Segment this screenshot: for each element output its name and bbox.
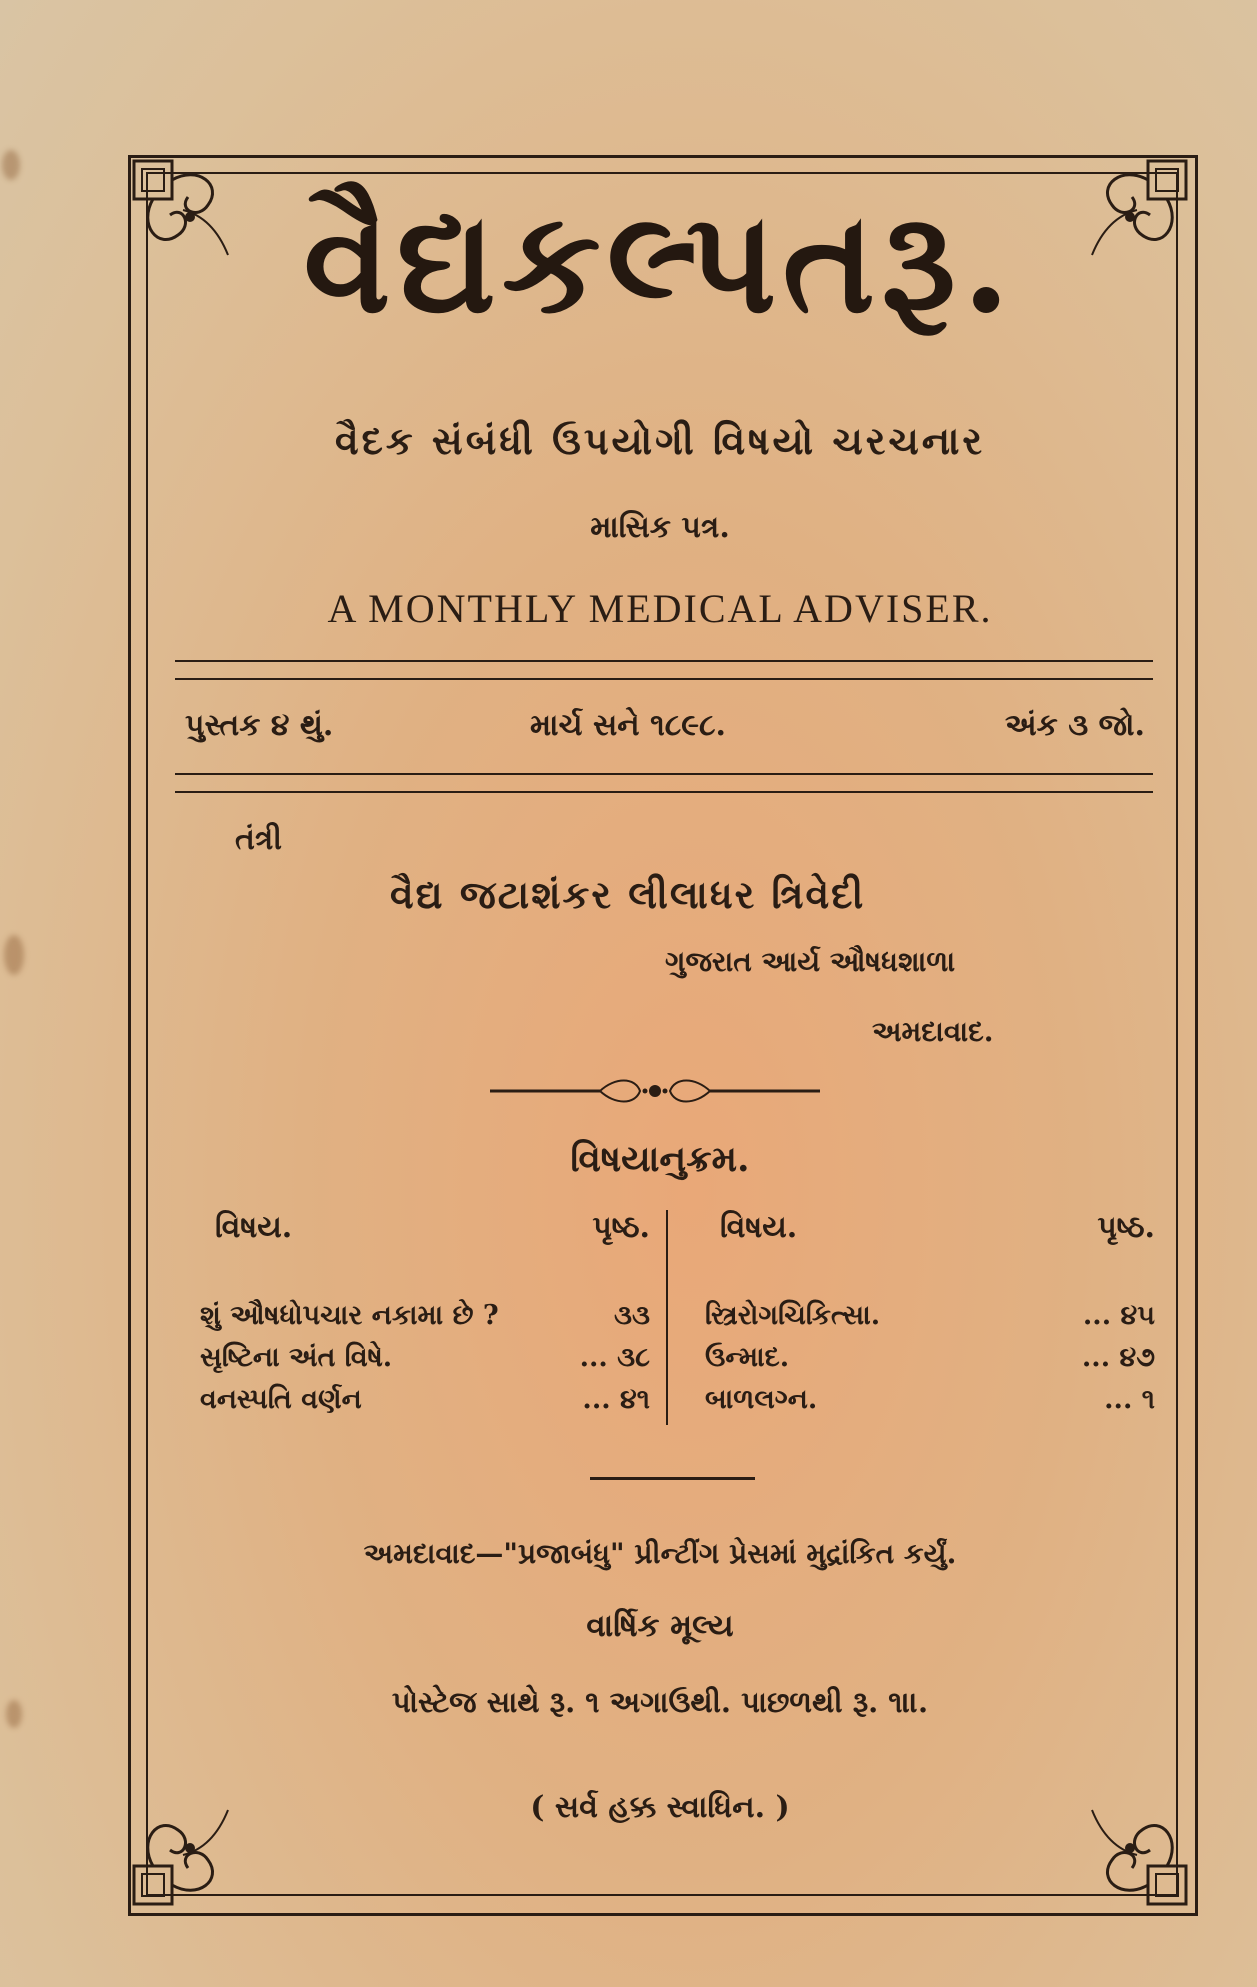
toc-column-divider (666, 1210, 668, 1425)
page-header: પૃષ્ઠ. (1097, 1210, 1155, 1245)
editor-label: તંત્રી (235, 822, 282, 857)
toc-header (180, 1210, 650, 1250)
toc-entry-title: સ્ત્રિરોગચિકિત્સા. (705, 1300, 881, 1331)
english-title: A MONTHLY MEDICAL ADVISER. (327, 586, 993, 631)
toc-entry-page: ... ૩૮ (579, 1342, 650, 1373)
divider (590, 1477, 755, 1480)
toc-header (685, 1210, 1155, 1250)
rights-reserved: ( સર્વ હક્ક સ્વાધિન. ) (530, 1790, 790, 1825)
toc-entry-page: ... ૪૫ (1082, 1300, 1155, 1331)
toc-title: વિષયાનુક્રમ. (570, 1138, 750, 1180)
divider (175, 678, 1153, 680)
issue-date: માર્ચ સને ૧૮૯૮. (530, 708, 726, 743)
price-label: વાર્ષિક મૂલ્ય (586, 1608, 734, 1644)
toc-entry-title: બાળલગ્ન. (705, 1384, 818, 1415)
paper-stain (4, 935, 24, 975)
editor-name: વૈદ્ય જટાશંકર લીલાધર ત્રિવેદી (390, 872, 866, 917)
issue-number: અંક ૩ જો. (1004, 708, 1145, 743)
editor-institution: ગુજરાત આર્ય ઔષધશાળા (665, 945, 956, 978)
toc-entry-title: સૃષ્ટિના અંત વિષે. (200, 1342, 393, 1373)
table-of-contents (180, 1210, 1155, 1430)
toc-entry-page: ... ૧ (1104, 1384, 1155, 1415)
toc-entry (180, 1342, 650, 1382)
subject-header: વિષય. (720, 1210, 798, 1245)
paper-stain (2, 150, 20, 180)
toc-entry-page: ... ૪૧ (582, 1384, 650, 1415)
issue-info (185, 708, 1145, 758)
toc-entry-title: શું ઔષધોપચાર નકામા છે ? (200, 1300, 499, 1331)
subject-header: વિષય. (215, 1210, 293, 1245)
divider (175, 660, 1153, 662)
masthead-title: વૈદ્યકલ્પતરૂ. (303, 181, 1017, 345)
subscription-price: પોસ્ટેજ સાથે રૂ. ૧ અગાઉથી. પાછળથી રૂ. ૧।।. (391, 1685, 929, 1719)
volume-label: પુસ્તક ૪ થું. (185, 708, 334, 743)
divider (175, 773, 1153, 775)
toc-column-right (685, 1210, 1155, 1430)
toc-entry (685, 1342, 1155, 1382)
toc-column-left (180, 1210, 650, 1430)
editor-city: અમદાવાદ. (872, 1015, 994, 1048)
toc-entry-title: ઉન્માદ. (705, 1342, 790, 1373)
paper-stain (6, 1700, 22, 1728)
divider (175, 791, 1153, 793)
page-header: પૃષ્ઠ. (592, 1210, 650, 1245)
toc-entry-title: વનસ્પતિ વર્ણન (200, 1384, 362, 1415)
subtitle: વૈદક સંબંધી ઉપયોગી વિષયો ચરચનાર (334, 418, 986, 463)
toc-entry-page: ... ૪૭ (1081, 1342, 1155, 1373)
toc-entry-page: ૩૩ (614, 1300, 650, 1331)
toc-entry (180, 1384, 650, 1424)
printer-line: અમદાવાદ—"પ્રજાબંધુ" પ્રીન્ટીંગ પ્રેસમાં મુદ્રાંકિત કર્યું. (363, 1537, 957, 1570)
divider-ornament-icon (490, 1073, 820, 1109)
toc-entry (685, 1384, 1155, 1424)
toc-entry (685, 1300, 1155, 1340)
toc-entry (180, 1300, 650, 1340)
publication-kind: માસિક પત્ર. (590, 510, 730, 545)
